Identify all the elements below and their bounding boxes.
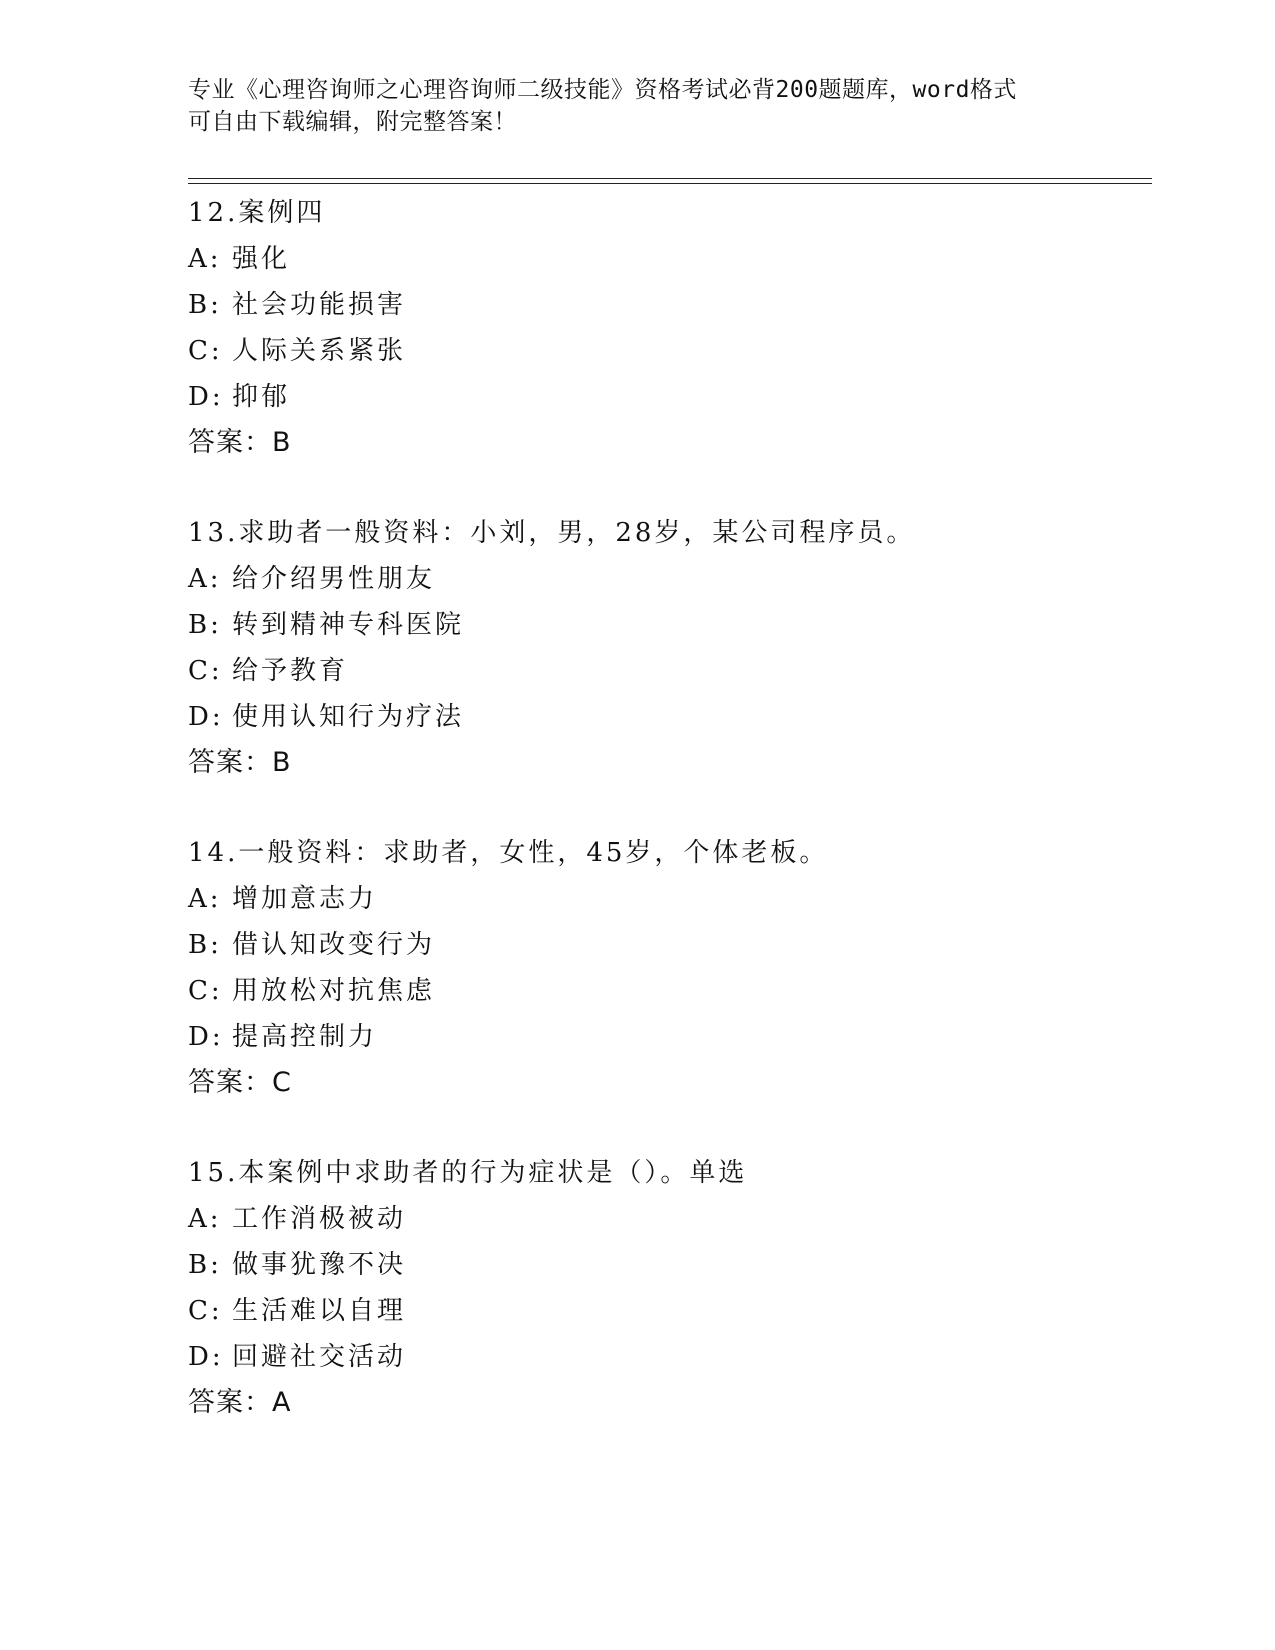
header-divider-top (188, 178, 1152, 179)
option-text: 用放松对抗焦虑 (232, 976, 436, 1006)
answer-line: 答案：A (188, 1387, 292, 1418)
option-c (188, 328, 1152, 374)
header-line-2: 可自由下载编辑，附完整答案！ (188, 109, 517, 135)
option-a (188, 556, 1152, 602)
option-b (188, 602, 1152, 648)
option-letter: D: (188, 1342, 224, 1372)
option-b (188, 1242, 1152, 1288)
question-stem: 14.一般资料：求助者，女性，45岁，个体老板。 (188, 838, 829, 868)
option-letter: B: (188, 930, 222, 960)
option-text: 给予教育 (232, 656, 349, 686)
option-c (188, 648, 1152, 694)
option-letter: A: (188, 884, 222, 914)
option-a (188, 236, 1152, 282)
option-a (188, 1196, 1152, 1242)
option-text: 增加意志力 (232, 884, 378, 914)
option-b (188, 282, 1152, 328)
option-text: 给介绍男性朋友 (232, 564, 436, 594)
option-letter: C: (188, 336, 223, 366)
document-header (188, 74, 1088, 138)
option-text: 人际关系紧张 (232, 336, 407, 366)
option-letter: C: (188, 656, 223, 686)
option-text: 提高控制力 (232, 1022, 378, 1052)
option-text: 强化 (232, 244, 291, 274)
option-letter: A: (188, 244, 222, 274)
option-text: 回避社交活动 (232, 1342, 407, 1372)
option-letter: D: (188, 1022, 224, 1052)
option-text: 生活难以自理 (232, 1296, 407, 1326)
question-12 (188, 190, 1152, 466)
option-letter: C: (188, 1296, 223, 1326)
option-text: 借认知改变行为 (232, 930, 436, 960)
option-letter: C: (188, 976, 223, 1006)
option-letter: D: (188, 702, 224, 732)
header-line-1: 专业《心理咨询师之心理咨询师二级技能》资格考试必背200题题库，word格式 (188, 77, 1017, 103)
option-c (188, 1288, 1152, 1334)
option-letter: B: (188, 1250, 222, 1280)
option-a (188, 876, 1152, 922)
option-text: 使用认知行为疗法 (232, 702, 465, 732)
option-text: 做事犹豫不决 (232, 1250, 407, 1280)
option-text: 工作消极被动 (232, 1204, 407, 1234)
question-14 (188, 830, 1152, 1106)
question-stem: 15.本案例中求助者的行为症状是（）。单选 (188, 1158, 748, 1188)
option-letter: A: (188, 564, 222, 594)
option-b (188, 922, 1152, 968)
option-d (188, 1334, 1152, 1380)
question-list (188, 190, 1152, 1470)
option-text: 社会功能损害 (232, 290, 407, 320)
option-d (188, 1014, 1152, 1060)
question-15 (188, 1150, 1152, 1426)
option-text: 抑郁 (232, 382, 291, 412)
header-divider-bottom (188, 183, 1152, 184)
answer-line: 答案：B (188, 747, 292, 778)
option-text: 转到精神专科医院 (232, 610, 465, 640)
option-d (188, 694, 1152, 740)
option-c (188, 968, 1152, 1014)
question-stem: 12.案例四 (188, 198, 326, 228)
question-13 (188, 510, 1152, 786)
answer-line: 答案：C (188, 1067, 292, 1098)
option-letter: B: (188, 610, 222, 640)
option-letter: D: (188, 382, 224, 412)
answer-line: 答案：B (188, 427, 292, 458)
question-stem: 13.求助者一般资料：小刘，男，28岁，某公司程序员。 (188, 518, 916, 548)
option-letter: B: (188, 290, 222, 320)
option-d (188, 374, 1152, 420)
option-letter: A: (188, 1204, 222, 1234)
